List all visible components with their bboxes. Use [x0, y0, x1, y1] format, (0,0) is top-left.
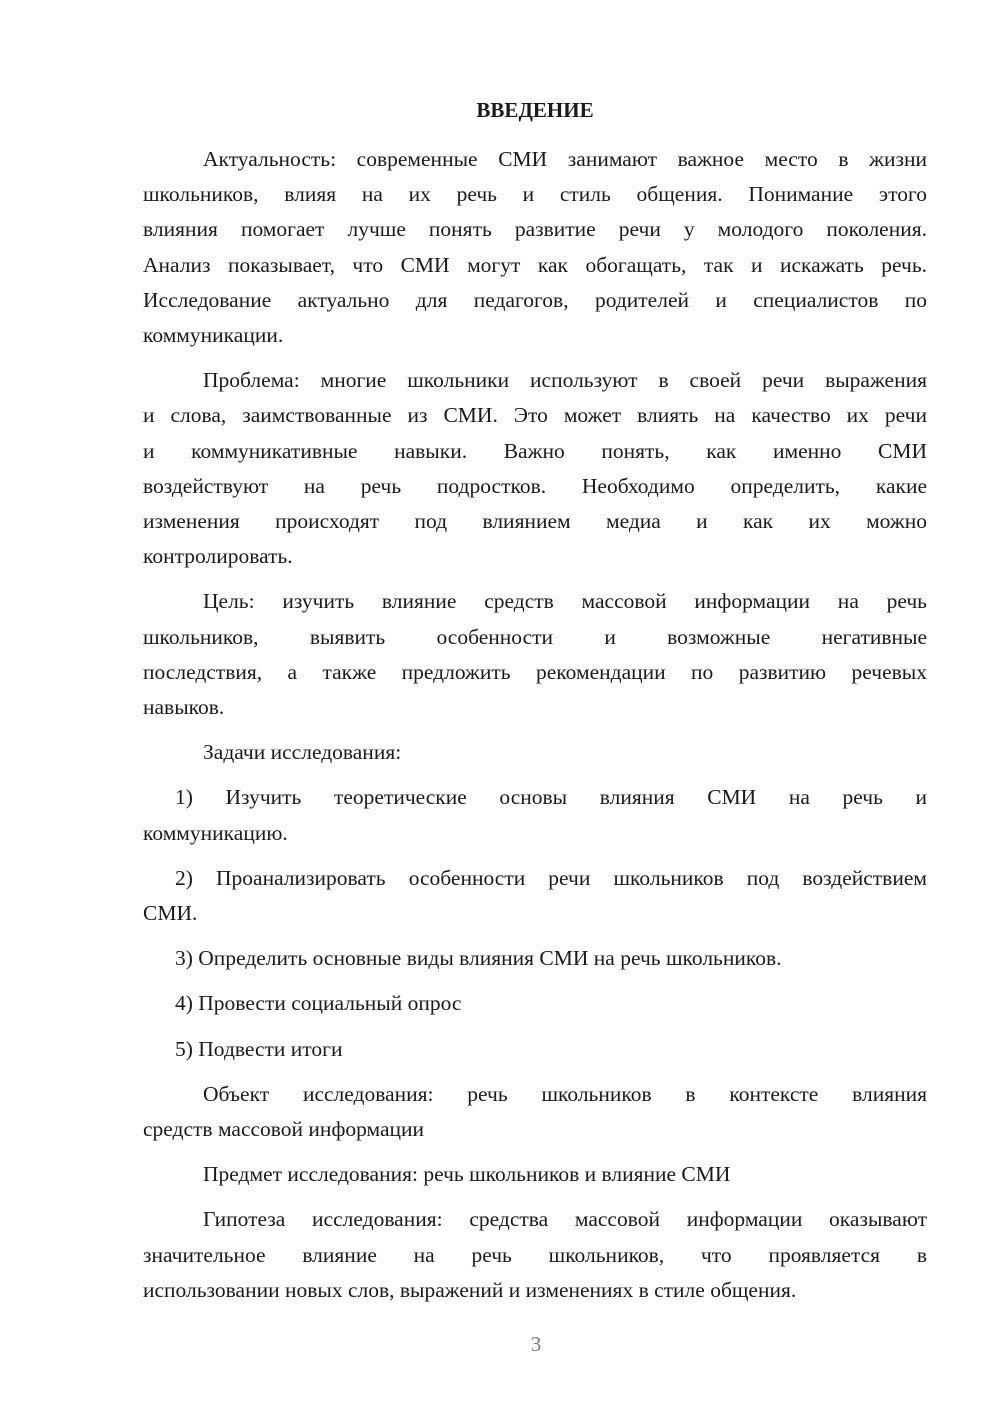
text-line: контролировать.: [143, 544, 293, 569]
paragraph: [143, 142, 927, 353]
text-line: Предмет исследования: речь школьников и влияние СМИ: [203, 1162, 731, 1187]
text-line: Цель: изучить влияние средств массовой информации на речь: [203, 589, 927, 614]
text-line: навыков.: [143, 695, 225, 720]
text-line: изменения происходят под влиянием медиа и как их можно: [143, 509, 927, 534]
text-line: Анализ показывает, что СМИ могут как обогащать, так и искажать речь.: [143, 252, 927, 277]
task-list-item: [143, 1032, 927, 1067]
text-line: коммуникации.: [143, 323, 284, 348]
page-number: 3: [530, 1332, 542, 1356]
text-line: и коммуникативные навыки. Важно понять, как именно СМИ: [143, 438, 927, 463]
text-line: значительное влияние на речь школьников, что проявляется в: [143, 1242, 927, 1267]
text-line: Объект исследования: речь школьников в контексте влияния: [203, 1081, 927, 1106]
text-line: Проблема: многие школьники используют в своей речи выражения: [203, 368, 927, 393]
section-title: ВВЕДЕНИЕ: [476, 98, 594, 122]
text-line: воздействуют на речь подростков. Необходимо определить, какие: [143, 473, 927, 498]
text-line: школьников, выявить особенности и возможные негативные: [143, 624, 927, 649]
text-line: школьников, влияя на их речь и стиль общения. Понимание этого: [143, 182, 927, 207]
paragraph: [143, 363, 927, 574]
paragraph: [143, 1202, 927, 1308]
document-body: [143, 142, 927, 1308]
text-line: средств массовой информации: [143, 1117, 425, 1142]
text-line: использовании новых слов, выражений и изменениях в стиле общения.: [143, 1277, 797, 1302]
text-line: Задачи исследования:: [203, 740, 402, 765]
text-line: 1) Изучить теоретические основы влияния СМИ на речь и: [175, 785, 927, 810]
text-line: 4) Провести социальный опрос: [175, 991, 462, 1016]
text-line: 3) Определить основные виды влияния СМИ на речь школьников.: [175, 946, 782, 971]
paragraph: [143, 1157, 927, 1192]
text-line: Исследование актуально для педагогов, родителей и специалистов по: [143, 287, 927, 312]
text-line: влияния помогает лучше понять развитие речи у молодого поколения.: [143, 217, 927, 242]
text-line: Актуальность: современные СМИ занимают важное место в жизни: [203, 147, 927, 171]
text-line: последствия, а также предложить рекомендации по развитию речевых: [143, 659, 927, 684]
paragraph: [143, 735, 927, 770]
text-line: и слова, заимствованные из СМИ. Это может влиять на качество их речи: [143, 403, 927, 428]
document-page: [143, 92, 927, 1318]
text-line: 5) Подвести итоги: [175, 1036, 343, 1061]
task-list-item: [143, 941, 927, 976]
task-list-item: [143, 861, 927, 931]
task-list-item: [143, 780, 927, 850]
text-line: коммуникацию.: [143, 820, 288, 845]
paragraph: [143, 1077, 927, 1147]
text-line: СМИ.: [143, 901, 198, 926]
task-list-item: [143, 986, 927, 1021]
text-line: Гипотеза исследования: средства массовой информации оказывают: [203, 1207, 927, 1232]
paragraph: [143, 584, 927, 725]
text-line: 2) Проанализировать особенности речи школьников под воздействием: [175, 865, 927, 890]
